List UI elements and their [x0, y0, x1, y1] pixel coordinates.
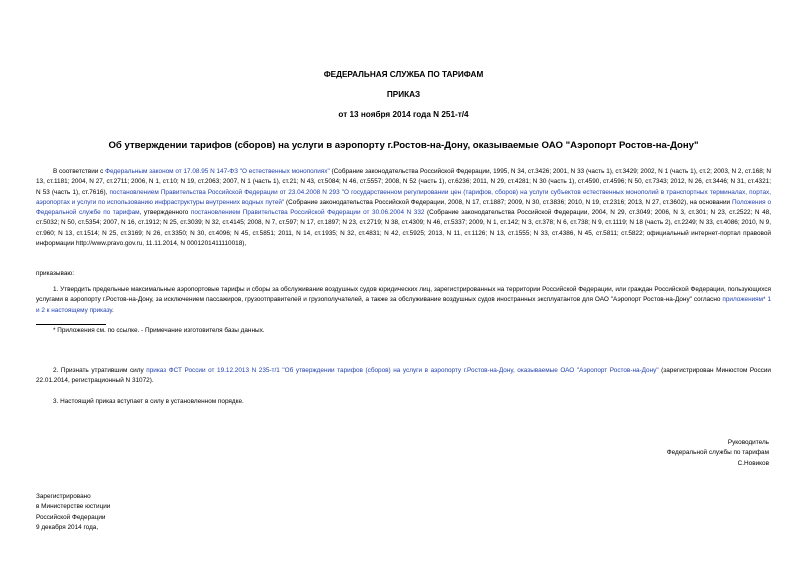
registration-line: в Министерстве юстиции [36, 503, 111, 511]
order-word: приказываю: [36, 270, 74, 277]
registration-line: Российской Федерации [36, 513, 106, 521]
agency-heading: ФЕДЕРАЛЬНАЯ СЛУЖБА ПО ТАРИФАМ [323, 70, 484, 79]
preamble-text: (Собрание законодательства Российской Федерации, 2004, N 29, ст.3049; 2006, N 3, ст.301; N 23, ст.2522; N 48, ст.5032; N 50, ст.5354; 2007, N 16, ст.1912; N 25, ст.3039; N 32, ст.4145; 2008, N 7, ст.597; N 17, ст.1897; N 23, ст.2719; N 38, ст.4309; N 46, ст.5337; 2009, N 1, ст.142; N 3, ст.378; N 6, ст.738; N 9, ст.1119; N 18 (часть 2), ст.2249; N 33, ст.4086; 2010, N 9, ст.960; N 13, ст.1514; N 25, ст.3169; N 26, ст.3350; N 30, ст.4096; N 45, ст.5851; 2011, N 14, ст.1935; N 32, ст.4831; N 42, ст.5925; 2013, N 11, ст.1126; N 13, ст.1555; N 33, ст.4386, N 45, ст.5811; ст.5822; официальный интернет-портал правовой информации http://www.pravo.gov.ru, 11.11.2014, N 0001201411110018), [36, 209, 772, 248]
registration-block [36, 492, 110, 533]
item-1-text: 1. Утвердить предельные максимальные аэропортовые тарифы и сборы за обслуживание воздушных судов юридических лиц, зарегистрированных на территории Российской Федерации, или граждан Российской Федерации, пользующихся услугами в аэропорту г.Ростов-на-Дону, за исключением пассажиров, грузоотправителей и грузополучателей, а также за обслуживание воздушных судов иностранных эксплуатантов для ОАО "Аэропорт Ростов-на-Дону" согласно [36, 286, 771, 304]
preamble-text: (Собрание законодательства Российской Федерации, 2008, N 17, ст.1887; 2009, N 30, ст.3836; 2010, N 19, ст.2316; 2013, N 27, ст.3602), на основании [284, 198, 732, 206]
date-number-heading: от 13 ноября 2014 года N 251-т/4 [338, 110, 469, 119]
item-2-text: 2. Признать утратившим силу [53, 367, 147, 374]
item-2-text-end: (зарегистрирован Минюстом России 22.01.2014, регистрационный N 31072). [36, 367, 771, 385]
preamble-paragraph [36, 167, 771, 249]
item-1-paragraph [36, 285, 771, 316]
item-2-paragraph [36, 366, 771, 387]
registration-date: 9 декабря 2014 года, [36, 523, 99, 531]
footnote-divider [36, 324, 106, 325]
link-government-decree-332[interactable]: постановлением Правительства Российской Федерации от 30.06.2004 N 332 [190, 209, 425, 217]
link-fst-order-235[interactable]: приказ ФСТ России от 19.12.2013 N 235-т/1 "Об утверждении тарифов (сборов) на услуги в аэропорту г.Ростов-на-Дону, оказываемые ОАО "Аэропорт Ростов-на-Дону" [146, 367, 659, 374]
registration-line: Зарегистрировано [36, 493, 91, 500]
signature-block [667, 438, 769, 469]
signature-name: С.Новиков [737, 459, 769, 467]
link-fst-regulation[interactable]: Положения о Федеральной службе по тарифам [36, 198, 771, 217]
preamble-text: В соответствии с [53, 168, 106, 175]
signature-agency: Федеральной службы по тарифам [666, 449, 769, 457]
document-title: Об утверждении тарифов (сборов) на услуги в аэропорту г.Ростов-на-Дону, оказываемые ОАО "Аэропорт Ростов-на-Дону" [108, 140, 699, 151]
item-1-text-end: . [112, 306, 114, 314]
link-government-decree-293[interactable]: постановлением Правительства Российской Федерации от 23.04.2008 N 293 "О государственном регулировании цен (тарифов, сборов) на услуги субъектов естественных монополий в транспортных терминалах, портах, аэропортах и услуги по использованию инфраструктуры внутренних водных путей" [36, 188, 771, 206]
doc-type-heading: ПРИКАЗ [386, 90, 421, 99]
preamble-text: (Собрание законодательства Российской Федерации, 1995, N 34, ст.3426; 2001, N 33 (часть 1), ст.3429; 2002, N 1 (часть 1), ст.2; 2003, N 2, ст.168; N 13, ст.1181; 2004, N 27, ст.2711; 2006, N 1, ст.10; N 19, ст.2063; 2007, N 1 (часть 1), ст.21; N 43, ст.5084; N 46, ст.5557; 2008, N 52 (часть 1), ст.6236; 2011, N 29, ст.4281; N 30 (часть 1), ст.4590, ст.4596; N 50, ст.7343; 2012, N 26, ст.3446; N 31, ст.4321; N 53 (часть 1), ст.7616), [36, 168, 771, 196]
signature-position: Руководитель [727, 439, 769, 446]
preamble-text: , утвержденного [139, 209, 191, 217]
footnote-text: * Приложения см. по ссылке. - Примечание изготовителя базы данных. [53, 327, 265, 334]
link-federal-law-147[interactable]: Федеральным законом от 17.08.95 N 147-ФЗ "О естественных монополиях" [105, 168, 330, 175]
item-3-text: 3. Настоящий приказ вступает в силу в установленном порядке. [53, 398, 244, 405]
link-appendices-1-2[interactable]: приложениям* 1 и 2 к настоящему приказу [36, 296, 772, 314]
